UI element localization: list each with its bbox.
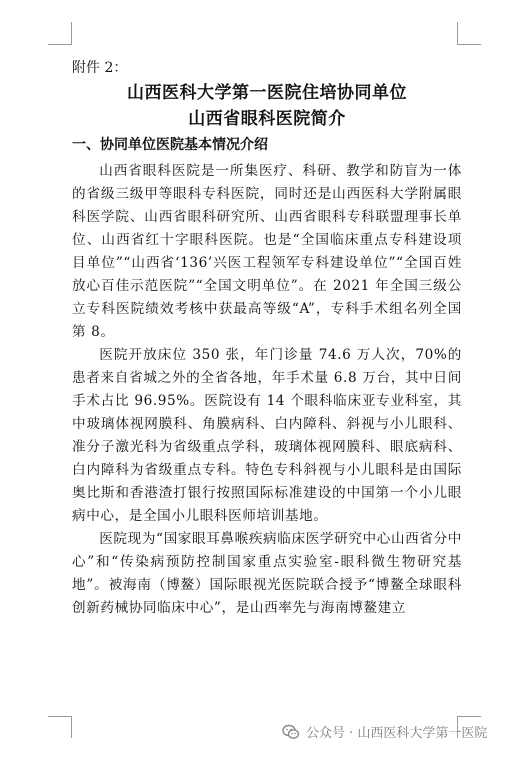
crop-mark-top-left-v bbox=[71, 22, 72, 45]
document-title-line-1: 山西医科大学第一医院住培协同单位 bbox=[127, 83, 407, 103]
document-title-line-2: 山西省眼科医院简介 bbox=[188, 109, 346, 129]
crop-mark-top-left-h bbox=[48, 44, 72, 45]
paragraph-capacity: 医院开放床位 350 张，年门诊量 74.6 万人次，70%的患者来自省城之外的全省各地，年手术量 6.8 万台，其中日间手术占比 96.95%。医院设有 14 个眼科临床亚专业科室，其中玻璃体视网膜科、角膜病科、白内障科、斜视与小儿眼科、准分子激光科为省级重点学科，玻璃体视网膜科、眼底病科、白内障科为省级重点专科。特色专科斜视与小儿眼科是由国际奥比斯和香港渣打银行按照国际标准建设的中国第一个小儿眼病中心，是全国小儿眼科医师培训基地。 bbox=[72, 347, 462, 524]
crop-mark-bottom-left-v bbox=[71, 716, 72, 738]
crop-mark-top-right-h bbox=[457, 44, 481, 45]
attachment-label: 附件 2： bbox=[72, 60, 128, 76]
paragraph-research-bases: 医院现为“国家眼耳鼻喉疾病临床医学研究中心山西省分中心”和“传染病预防控制国家重点实验室-眼科微生物研究基地”。被海南（博鳌）国际眼视光医院联合授予“博鳌全球眼科创新药械协同临床中心”，是山西率先与海南博鳌建立 bbox=[72, 531, 462, 616]
crop-mark-top-right-v bbox=[457, 22, 458, 45]
document-page bbox=[72, 50, 462, 620]
section-heading: 一、协同单位医院基本情况介绍 bbox=[72, 137, 268, 153]
crop-mark-bottom-right-h bbox=[457, 716, 481, 717]
crop-mark-bottom-left-h bbox=[48, 716, 72, 717]
wechat-icon bbox=[282, 723, 300, 741]
watermark-text: 公众号 · 山西医科大学第一医院 bbox=[306, 726, 488, 741]
paragraph-overview: 山西省眼科医院是一所集医疗、科研、教学和防盲为一体的省级三级甲等眼科专科医院，同时还是山西医科大学附属眼科医学院、山西省眼科研究所、山西省眼科专科联盟理事长单位、山西省红十字眼科医院。也是“全国临床重点专科建设项目单位”“山西省‘136’兴医工程领军专科建设单位”“全国百姓放心百佳示范医院”“全国文明单位”。在 2021 年全国三级公立专科医院绩效考核中获最高等级“A”，专科手术组名列全国第 8。 bbox=[72, 163, 462, 340]
wechat-watermark bbox=[282, 722, 487, 741]
